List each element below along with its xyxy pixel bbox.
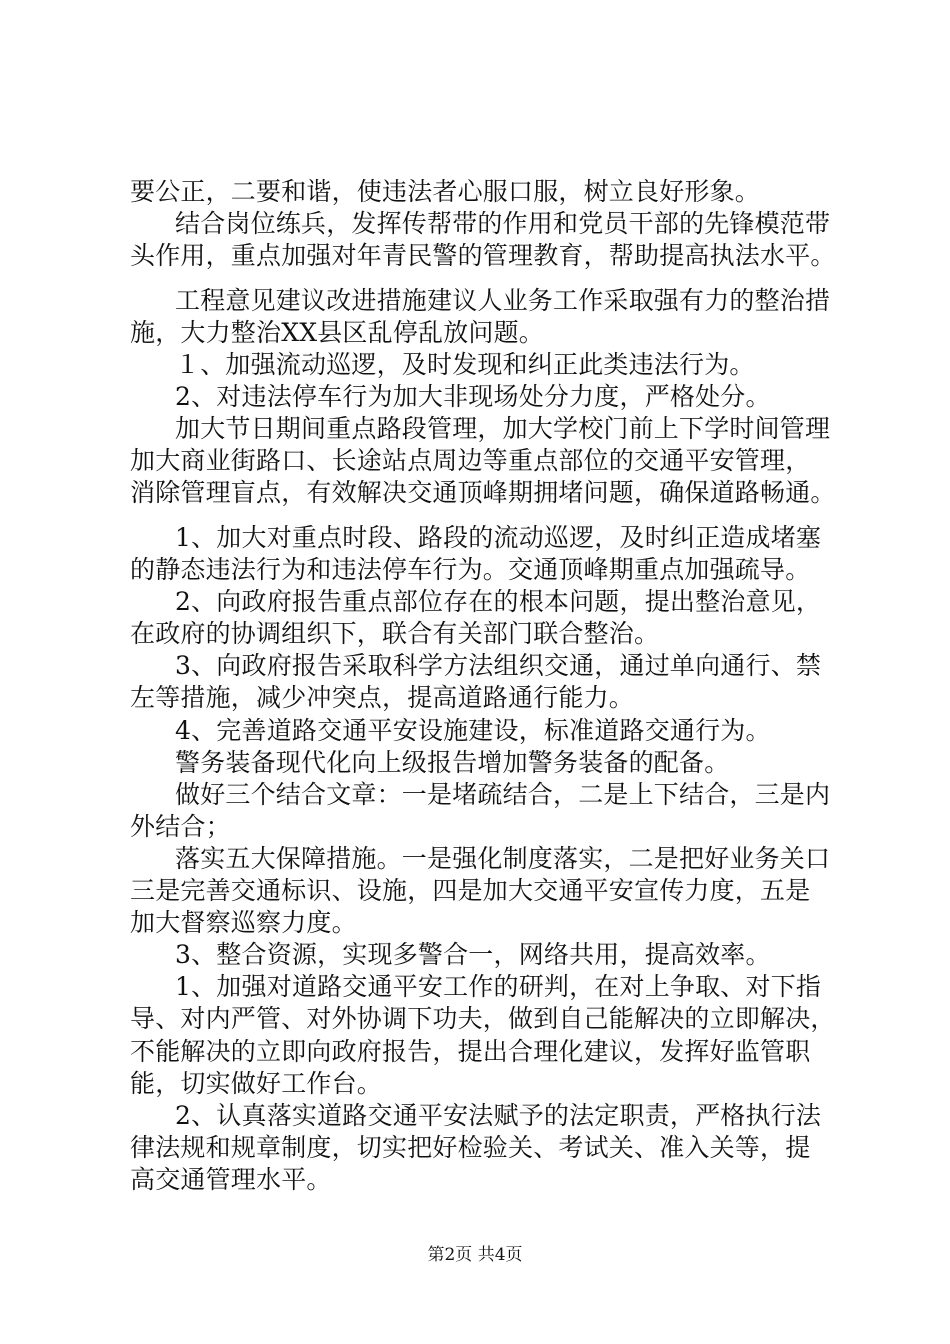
text-line: 的静态违法行为和违法停车行为。交通顶峰期重点加强疏导。 (130, 555, 811, 584)
text-line: 要公正，二要和谐，使违法者心服口服，树立良好形象。 (130, 177, 761, 206)
text-line: 左等措施，减少冲突点，提高道路通行能力。 (130, 683, 635, 712)
text-line: 加大督察巡察力度。 (130, 908, 357, 937)
text-line: 1、加大对重点时段、路段的流动巡逻，及时纠正造成堵塞 (175, 523, 822, 552)
text-line: 1、加强对道路交通平安工作的研判，在对上争取、对下指 (175, 972, 822, 1001)
text-line: 外结合； (130, 812, 231, 841)
text-line: 3、向政府报告采取科学方法组织交通，通过单向通行、禁 (175, 651, 822, 680)
text-line: 高交通管理水平。 (130, 1165, 332, 1194)
text-line: 2、向政府报告重点部位存在的根本问题，提出整治意见， (175, 587, 822, 616)
text-line: 警务装备现代化向上级报告增加警务装备的配备。 (175, 748, 730, 777)
text-line: 落实五大保障措施。一是强化制度落实，二是把好业务关口 (175, 844, 831, 873)
text-line: 三是完善交通标识、设施，四是加大交通平安宣传力度，五是 (130, 876, 811, 905)
text-line: 做好三个结合文章：一是堵疏结合，二是上下结合，三是内 (175, 780, 831, 809)
text-line: 在政府的协调组织下，联合有关部门联合整治。 (130, 619, 660, 648)
text-line: 能，切实做好工作台。 (130, 1069, 383, 1098)
text-line: 消除管理盲点，有效解决交通顶峰期拥堵问题，确保道路畅通。 (130, 478, 836, 507)
text-line: 加大节日期间重点路段管理，加大学校门前上下学时间管理 (175, 414, 831, 443)
text-line: 工程意见建议改进措施建议人业务工作采取强有力的整治措 (175, 286, 831, 315)
text-line: 导、对内严管、对外协调下功夫，做到自己能解决的立即解决， (130, 1004, 836, 1033)
text-line: 不能解决的立即向政府报告，提出合理化建议，发挥好监管职 (130, 1037, 811, 1066)
page-footer: 第2页 共4页 (427, 1245, 523, 1265)
text-line: 头作用，重点加强对年青民警的管理教育，帮助提高执法水平。 (130, 241, 836, 270)
text-line: 结合岗位练兵，发挥传帮带的作用和党员干部的先锋模范带 (175, 209, 831, 238)
text-line: 2、认真落实道路交通平安法赋予的法定职责，严格执行法 (175, 1101, 822, 1130)
text-line: 施，大力整治XX县区乱停乱放问题。 (130, 318, 544, 347)
text-line: 2、对违法停车行为加大非现场处分力度，严格处分。 (175, 382, 771, 411)
text-line: 加大商业街路口、长途站点周边等重点部位的交通平安管理， (130, 446, 811, 475)
text-line: 3、整合资源，实现多警合一，网络共用，提高效率。 (175, 940, 771, 969)
text-line: １、加强流动巡逻，及时发现和纠正此类违法行为。 (175, 350, 755, 379)
text-line: 律法规和规章制度，切实把好检验关、考试关、准入关等，提 (130, 1133, 811, 1162)
text-line: 4、完善道路交通平安设施建设，标准道路交通行为。 (175, 716, 771, 745)
